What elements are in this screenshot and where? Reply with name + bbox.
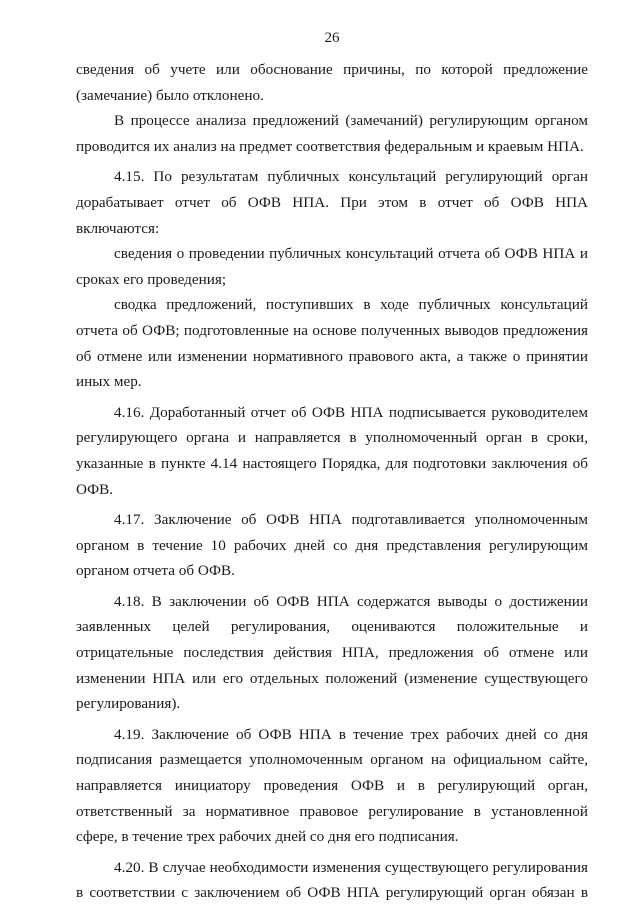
page-number: 26 (324, 30, 340, 46)
document-body (76, 57, 588, 906)
paragraph-4-17: 4.17. Заключение об ОФВ НПА подготавливается уполномоченным органом в течение 10 рабочих дней со дня представления регулирующим органом отчета об ОФВ. (76, 511, 588, 580)
paragraph-consultation-info: сведения о проведении публичных консультаций отчета об ОФВ НПА и сроках его проведения; (76, 245, 588, 288)
document-page (76, 0, 588, 905)
paragraph-4-20: 4.20. В случае необходимости изменения существующего регулирования в соответствии с заключением об ОФВ НПА регулирующий орган обязан в (76, 858, 588, 902)
paragraph-proposals-summary: сводка предложений, поступивших в ходе публичных консультаций отчета об ОФВ; подготовленные на основе полученных выводов предложения об отмене или изменении нормативного правового акта, а также о принятии иных мер. (76, 296, 588, 391)
paragraph-4-18: 4.18. В заключении об ОФВ НПА содержатся выводы о достижении заявленных целей регулирования, оцениваются положительные и отрицательные последствия действия НПА, предложения об отмене или изменении НПА или его отдельных положений (изменение существующего регулирования). (76, 592, 588, 713)
paragraph-4-15: 4.15. По результатам публичных консультаций регулирующий орган дорабатывает отчет об ОФВ НПА. При этом в отчет об ОФВ НПА включаются: (76, 168, 588, 237)
paragraph-analysis-process: В процессе анализа предложений (замечаний) регулирующим органом проводится их анализ на предмет соответствия федеральным и краевым НПА. (76, 112, 588, 155)
paragraph-4-19: 4.19. Заключение об ОФВ НПА в течение трех рабочих дней со дня подписания размещается уполномоченным органом на официальном сайте, направляется инициатору проведения ОФВ и в регулирующий орган, ответственный за нормативное правовое регулирование в установленной сфере, в течение трех рабочих дней со дня его подписания. (76, 725, 588, 846)
paragraph-4-16: 4.16. Доработанный отчет об ОФВ НПА подписывается руководителем регулирующего органа и направляется в уполномоченный орган в сроки, указанные в пункте 4.14 настоящего Порядка, для подготовки заключения об ОФВ. (76, 403, 588, 498)
paragraph-continuation: сведения об учете или обоснование причины, по которой предложение (замечание) было отклонено. (76, 61, 588, 104)
